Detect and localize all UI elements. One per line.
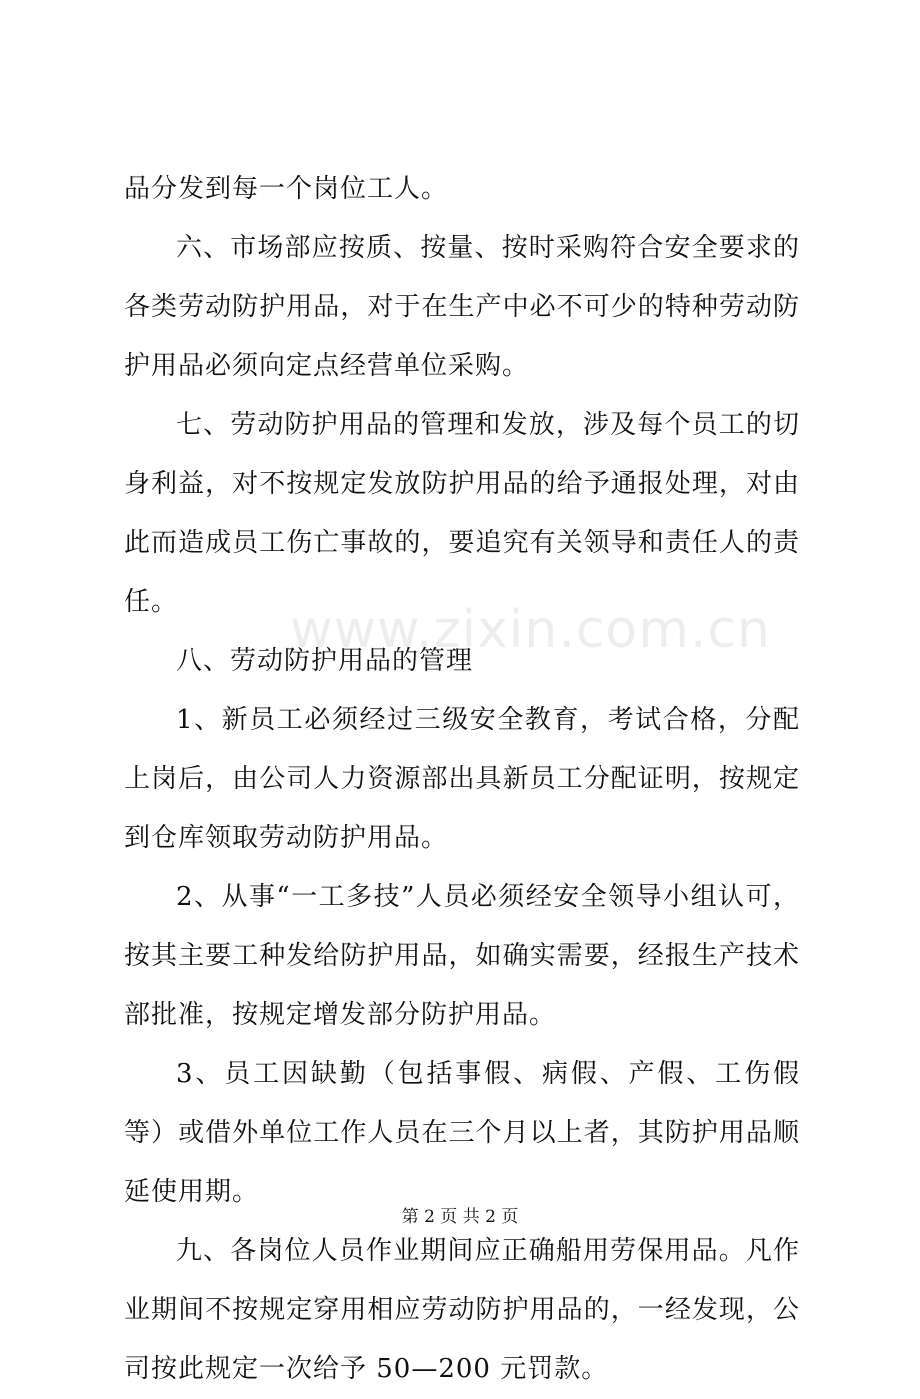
paragraph-item-7: 七、劳动防护用品的管理和发放，涉及每个员工的切身利益，对不按规定发放防护用品的给予通报处理，对由此而造成员工伤亡事故的，要追究有关领导和责任人的责任。 — [124, 410, 800, 617]
paragraph-subitem-1: 1、新员工必须经过三级安全教育，考试合格，分配上岗后，由公司人力资源部出具新员工分配证明，按规定到仓库领取劳动防护用品。 — [124, 705, 800, 853]
paragraph-subitem-2: 2、从事“一工多技”人员必须经安全领导小组认可，按其主要工种发给防护用品，如确实需要，经报生产技术部批准，按规定增发部分防护用品。 — [124, 882, 800, 1030]
watermark-text: www.zixin.com.cn — [290, 600, 771, 660]
paragraph-item-6: 六、市场部应按质、按量、按时采购符合安全要求的各类劳动防护用品，对于在生产中必不可少的特种劳动防护用品必须向定点经营单位采购。 — [124, 233, 800, 381]
paragraph-subitem-3: 3、员工因缺勤（包括事假、病假、产假、工伤假等）或借外单位工作人员在三个月以上者，其防护用品顺延使用期。 — [124, 1059, 800, 1207]
page-number-footer: 第 2 页 共 2 页 — [401, 1207, 519, 1227]
paragraph-item-9: 九、各岗位人员作业期间应正确船用劳保用品。凡作业期间不按规定穿用相应劳动防护用品的，一经发现，公司按此规定一次给予 50—200 元罚款。 — [124, 1236, 800, 1384]
paragraph-continuation: 品分发到每一个岗位工人。 — [124, 174, 449, 204]
section-heading-8: 八、劳动防护用品的管理 — [176, 646, 474, 676]
